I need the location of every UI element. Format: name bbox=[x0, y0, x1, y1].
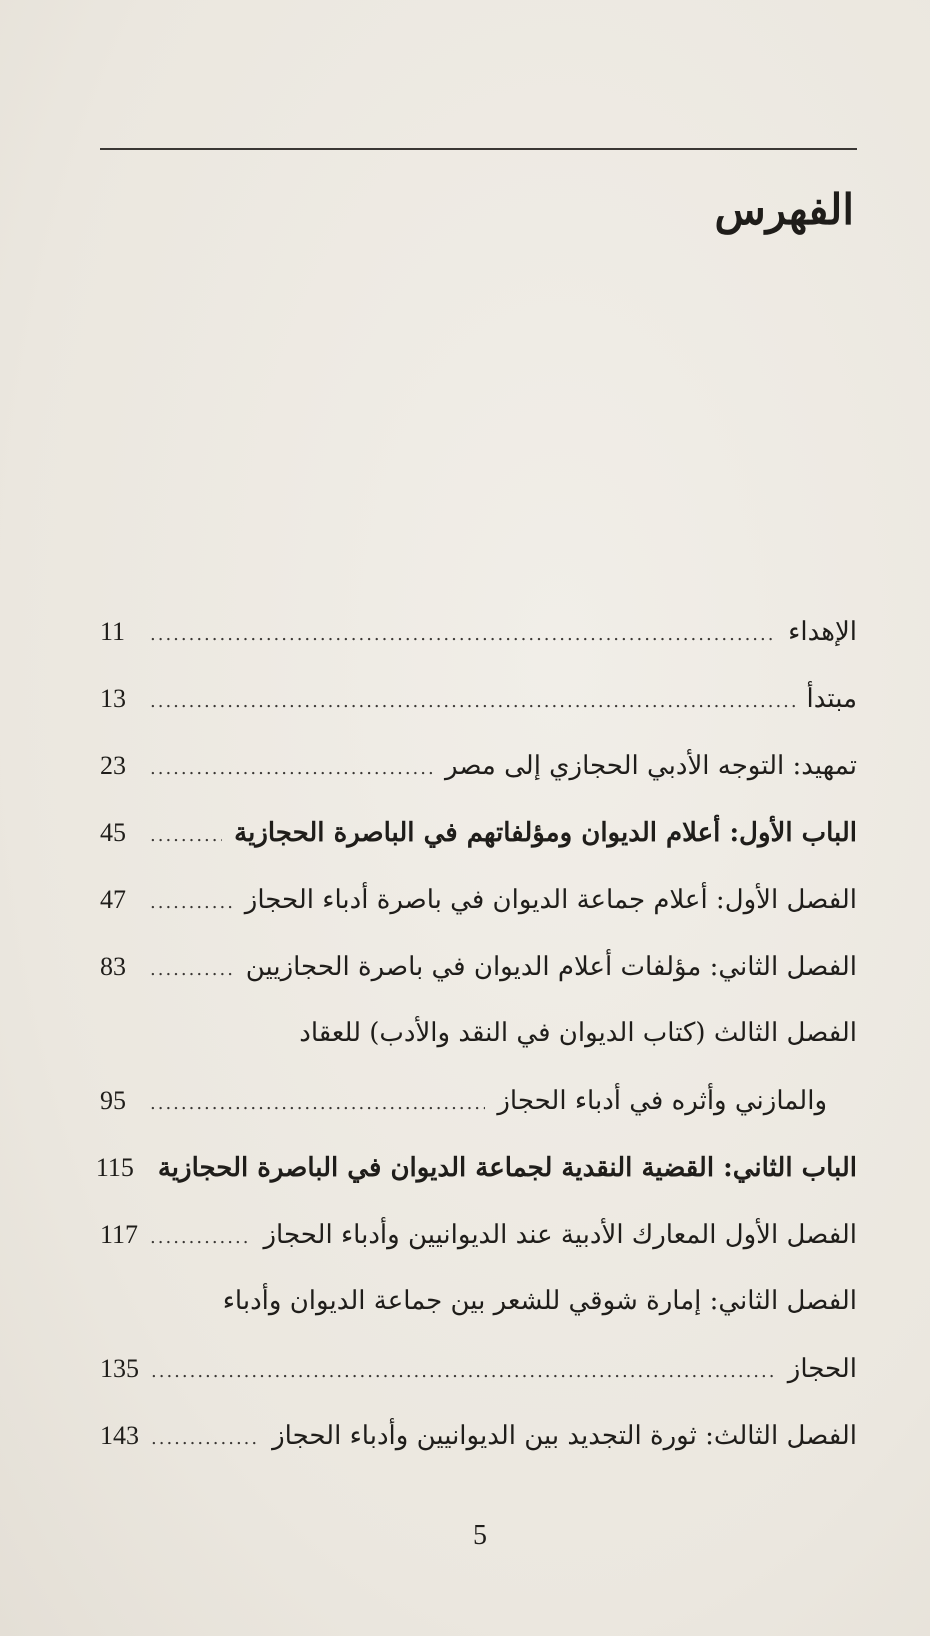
toc-entry-label: مبتدأ bbox=[806, 684, 857, 714]
page-number: 5 bbox=[473, 1520, 487, 1551]
toc-entry bbox=[100, 1000, 857, 1067]
toc-entry-label: الفصل الأول المعارك الأدبية عند الديوانيين وأدباء الحجاز bbox=[263, 1220, 857, 1250]
dot-leader bbox=[151, 1338, 776, 1405]
toc-entry bbox=[100, 732, 857, 799]
toc-entry bbox=[100, 1201, 857, 1268]
toc-entry bbox=[100, 866, 857, 933]
dot-leader bbox=[151, 1405, 260, 1472]
dot-leader bbox=[150, 869, 233, 936]
dot-leader bbox=[150, 936, 234, 1003]
toc-entry-page: 135 bbox=[100, 1354, 139, 1383]
toc-part-entry bbox=[95, 1134, 857, 1201]
toc-entry-label: الباب الثاني: القضية النقدية لجماعة الديوان في الباصرة الحجازية bbox=[157, 1153, 857, 1183]
dot-leader bbox=[150, 668, 795, 735]
toc-entry-page: 45 bbox=[100, 818, 126, 847]
page-title: الفهرس bbox=[714, 185, 854, 234]
toc-part-entry bbox=[100, 799, 857, 866]
toc-entry-label: الفصل الثاني: إمارة شوقي للشعر بين جماعة الديوان وأدباء bbox=[222, 1286, 857, 1316]
toc-entry-page: 23 bbox=[100, 751, 126, 780]
header-rule bbox=[100, 148, 857, 150]
toc-entry bbox=[100, 1402, 857, 1469]
toc-entry-label: الفصل الثالث: ثورة التجديد بين الديوانيين وأدباء الحجاز bbox=[272, 1421, 857, 1451]
toc-entry-page: 83 bbox=[100, 952, 126, 981]
dot-leader bbox=[150, 802, 222, 869]
toc-entry-page: 47 bbox=[100, 885, 126, 914]
toc-entry-label: الإهداء bbox=[788, 617, 857, 647]
toc-entry-continuation bbox=[100, 1335, 857, 1402]
toc-entry bbox=[100, 933, 857, 1000]
toc-entry-label: الفصل الأول: أعلام جماعة الديوان في باصرة أدباء الحجاز bbox=[244, 885, 857, 915]
dot-leader bbox=[150, 601, 776, 668]
toc-entry-continuation bbox=[100, 1067, 857, 1134]
toc-entry-page: 13 bbox=[100, 684, 126, 713]
toc-entry-label: والمازني وأثره في أدباء الحجاز bbox=[497, 1086, 827, 1116]
toc-entry-page: 143 bbox=[100, 1421, 139, 1450]
dot-leader bbox=[150, 1070, 485, 1137]
toc-entry-page: 115 bbox=[95, 1153, 134, 1182]
dot-leader bbox=[150, 1204, 251, 1271]
toc-entry bbox=[100, 665, 857, 732]
toc-entry-label: الباب الأول: أعلام الديوان ومؤلفاتهم في الباصرة الحجازية bbox=[234, 818, 857, 848]
toc-entry-label: الفصل الثاني: مؤلفات أعلام الديوان في باصرة الحجازيين bbox=[245, 952, 857, 982]
toc-entry-page: 95 bbox=[100, 1086, 126, 1115]
toc-entry-label: الحجاز bbox=[787, 1354, 857, 1384]
toc-entry-page: 11 bbox=[100, 617, 126, 646]
table-of-contents bbox=[95, 598, 857, 1469]
toc-entry bbox=[100, 598, 857, 665]
toc-entry bbox=[100, 1268, 857, 1335]
toc-entry-page: 117 bbox=[100, 1220, 139, 1249]
dot-leader bbox=[150, 735, 433, 802]
toc-entry-label: تمهيد: التوجه الأدبي الحجازي إلى مصر bbox=[445, 751, 857, 781]
toc-entry-label: الفصل الثالث (كتاب الديوان في النقد والأدب) للعقاد bbox=[299, 1018, 857, 1048]
